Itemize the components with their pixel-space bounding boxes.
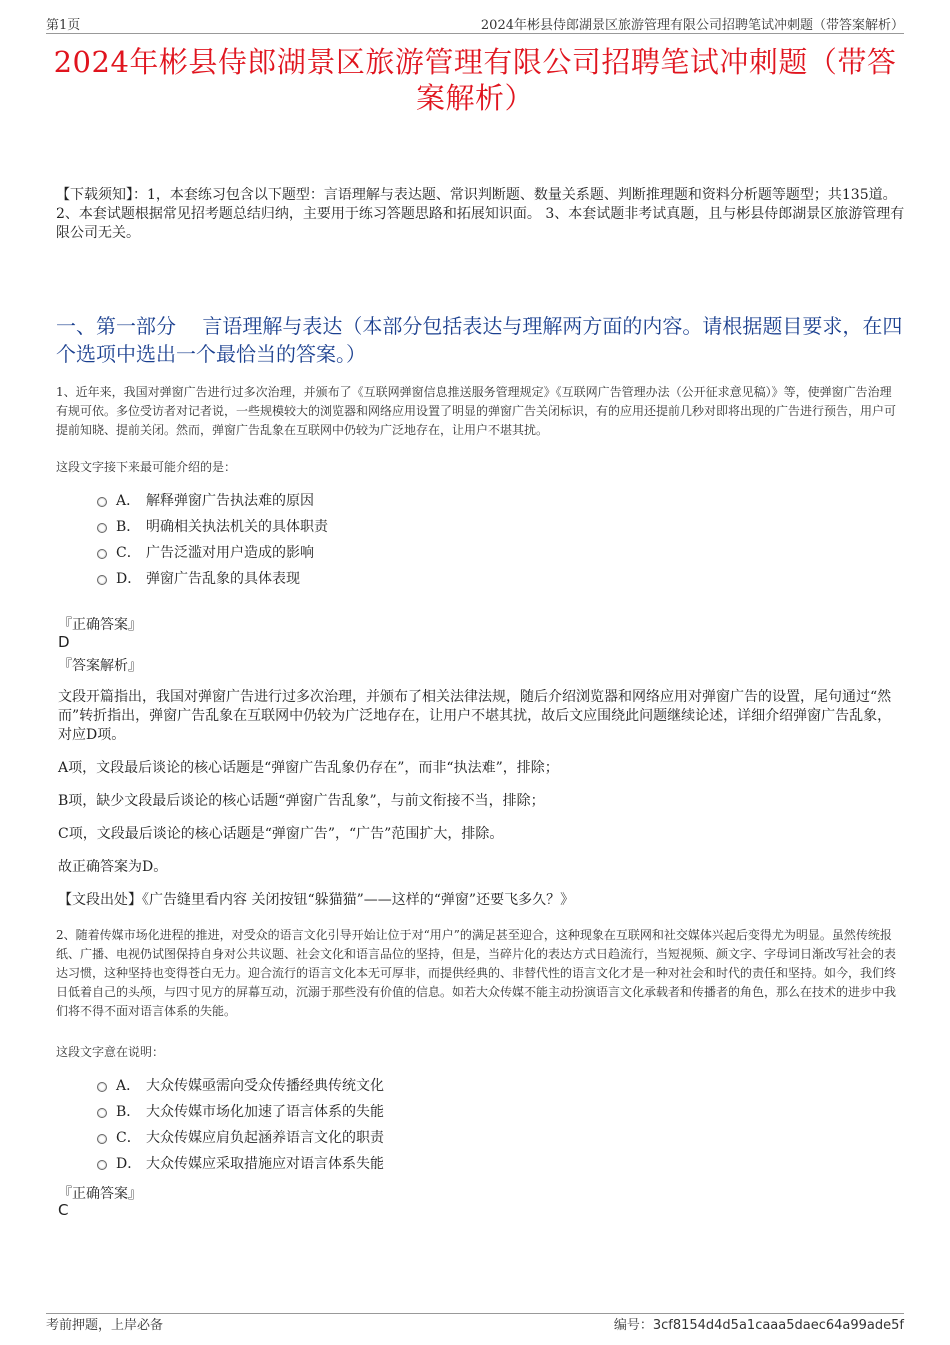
q2-answer-label: 『正确答案』 <box>58 1186 142 1202</box>
question-1-prompt: 这段文字接下来最可能介绍的是： <box>56 460 237 474</box>
q1-analysis-label: 『答案解析』 <box>58 658 142 674</box>
option-letter: C． <box>116 545 141 561</box>
option-letter: C． <box>116 1130 141 1146</box>
section-heading: 一、第一部分 言语理解与表达（本部分包括表达与理解两方面的内容。请根据题目要求，在四个选项中选出一个最恰当的答案。） <box>56 314 903 366</box>
q1-analysis-a: A项，文段最后谈论的核心话题是“弹窗广告乱象仍存在”，而非“执法难”，排除； <box>58 760 559 776</box>
option-letter: D． <box>116 571 142 587</box>
header-divider <box>46 33 904 34</box>
option-letter: A． <box>116 493 141 509</box>
q2-option-d[interactable] <box>97 1155 384 1173</box>
q1-option-d[interactable] <box>97 570 300 588</box>
running-header-title: 2024年彬县侍郎湖景区旅游管理有限公司招聘笔试冲刺题（带答案解析） <box>480 18 904 33</box>
q1-answer-label: 『正确答案』 <box>58 617 142 633</box>
option-letter: B． <box>116 1104 141 1120</box>
q1-option-a[interactable] <box>97 492 314 510</box>
option-text: 大众传媒应采取措施应对语言体系失能 <box>146 1156 384 1172</box>
footer-code-label: 编号： <box>613 1318 653 1333</box>
radio-icon[interactable] <box>97 497 107 507</box>
option-letter: D． <box>116 1156 142 1172</box>
radio-icon[interactable] <box>97 575 107 585</box>
q1-analysis-b: B项，缺少文段最后谈论的核心话题“弹窗广告乱象”，与前文衔接不当，排除； <box>58 793 545 809</box>
footer-code-value: 3cf8154d4d5a1caaa5daec64a99ade5f <box>652 1318 904 1333</box>
radio-icon[interactable] <box>97 1134 107 1144</box>
document-title: 2024年彬县侍郎湖景区旅游管理有限公司招聘笔试冲刺题（带答案解析） <box>53 45 897 115</box>
radio-icon[interactable] <box>97 523 107 533</box>
option-text: 大众传媒市场化加速了语言体系的失能 <box>146 1104 384 1120</box>
q1-analysis-c: C项，文段最后谈论的核心话题是“弹窗广告”，“广告”范围扩大，排除。 <box>58 826 504 842</box>
footer-slogan: 考前押题，上岸必备 <box>46 1318 164 1333</box>
question-2-text: 2、随着传媒市场化进程的推进，对受众的语言文化引导开始让位于对“用户”的满足甚至迎合，这种现象在互联网和社交媒体兴起后变得尤为明显。虽然传统报纸、广播、电视仍试图保持自身对公共议题、社会文化和语言品位的坚持，但是，当碎片化的表达方式日趋流行，当短视频、颜文字、字母词日渐改写社会的表达习惯，这种坚持也变得苍白无力。迎合流行的语言文化本无可厚非，而提供经典的、非替代性的语言文化才是一种对社会和时代的责任和坚持。如今，我们终日低着自己的头颅，与四寸见方的屏幕互动，沉溺于那些没有价值的信息。如若大众传媒不能主动扮演语言文化承载者和传播者的角色，那么在技术的进步中我们将不得不面对语言体系的失能。 <box>56 928 897 1018</box>
page-number: 第1页 <box>46 18 81 33</box>
option-letter: A． <box>116 1078 141 1094</box>
q1-option-c[interactable] <box>97 544 314 562</box>
q1-option-b[interactable] <box>97 518 328 536</box>
radio-icon[interactable] <box>97 549 107 559</box>
q2-option-b[interactable] <box>97 1103 384 1121</box>
q1-answer: D <box>58 633 70 651</box>
download-notice: 【下载须知】：1，本套练习包含以下题型：言语理解与表达题、常识判断题、数量关系题、判断推理题和资料分析题等题型；共135道。 2、本套试题根据常见招考题总结归纳，主要用于练习答题思路和拓展知识面。 3、本套试题非考试真题，且与彬县侍郎湖景区旅游管理有限公司无关。 <box>56 187 905 241</box>
q1-source: 【文段出处】《广告缝里看内容 关闭按钮“躲猫猫”——这样的“弹窗”还要飞多久？》 <box>58 892 575 908</box>
radio-icon[interactable] <box>97 1108 107 1118</box>
option-letter: B． <box>116 519 141 535</box>
question-2-prompt: 这段文字意在说明： <box>56 1045 165 1059</box>
option-text: 明确相关执法机关的具体职责 <box>146 519 328 535</box>
option-text: 大众传媒亟需向受众传播经典传统文化 <box>146 1078 384 1094</box>
question-1-text: 1、近年来，我国对弹窗广告进行过多次治理，并颁布了《互联网弹窗信息推送服务管理规定》《互联网广告管理办法（公开征求意见稿）》等，使弹窗广告治理有规可依。多位受访者对记者说，一些规模较大的浏览器和网络应用设置了明显的弹窗广告关闭标识，有的应用还提前几秒对即将出现的广告进行预告，用户可提前知晓、提前关闭。然而，弹窗广告乱象在互联网中仍较为广泛地存在，让用户不堪其扰。 <box>56 385 897 437</box>
q1-analysis-summary: 文段开篇指出，我国对弹窗广告进行过多次治理，并颁布了相关法律法规，随后介绍浏览器和网络应用对弹窗广告的设置，尾句通过“然而”转折指出，弹窗广告乱象在互联网中仍较为广泛地存在，让用户不堪其扰，故后文应围绕此问题继续论述，详细介绍弹窗广告乱象，对应D项。 <box>58 689 892 743</box>
radio-icon[interactable] <box>97 1082 107 1092</box>
q2-answer: C <box>58 1201 69 1219</box>
option-text: 弹窗广告乱象的具体表现 <box>146 571 300 587</box>
option-text: 广告泛滥对用户造成的影响 <box>146 545 314 561</box>
q1-analysis-conclusion: 故正确答案为D。 <box>58 859 168 875</box>
radio-icon[interactable] <box>97 1160 107 1170</box>
q2-option-a[interactable] <box>97 1077 384 1095</box>
option-text: 大众传媒应肩负起涵养语言文化的职责 <box>146 1130 384 1146</box>
footer-code <box>614 1314 904 1333</box>
option-text: 解释弹窗广告执法难的原因 <box>146 493 314 509</box>
q2-option-c[interactable] <box>97 1129 384 1147</box>
